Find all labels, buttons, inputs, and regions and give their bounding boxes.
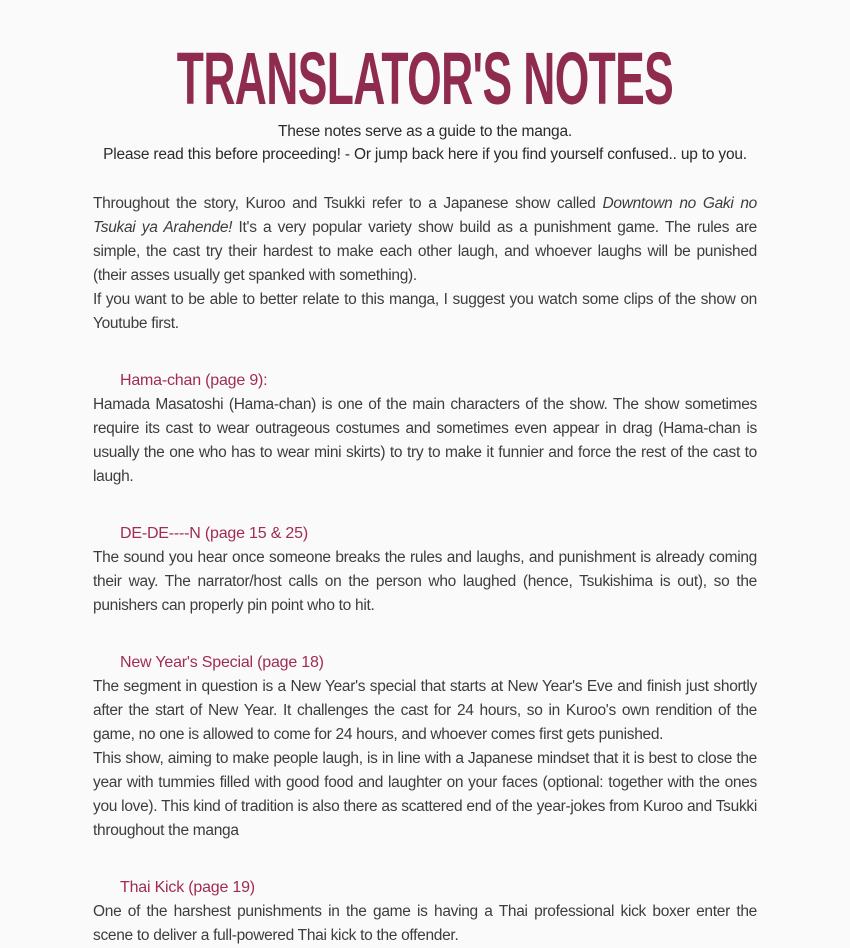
note-section-thai-kick — [93, 876, 757, 948]
show-title-italic: Downtown no Gaki no Tsukai ya Arahende! — [93, 195, 757, 236]
section-paragraph: The segment in question is a New Year's special that starts at New Year's Eve and finish just shortly after the start of New Year. It challenges the cast for 24 hours, so in Kuroo's own rendition of the game, no one is allowed to come for 24 hours, and whoever comes first gets punished. — [93, 678, 757, 743]
section-paragraph: This show, aiming to make people laugh, is in line with a Japanese mindset that it is best to close the year with tummies filled with good food and laughter on your faces (optional: together with the ones you love). This kind of tradition is also there as scattered end of the year-jokes from Kuroo and Tsukki throughout the manga — [93, 750, 757, 839]
section-heading: Thai Kick (page 19) — [120, 879, 255, 896]
intro-text-pre: Throughout the story, Kuroo and Tsukki refer to a Japanese show called — [93, 195, 603, 212]
intro-text-post: It's a very popular variety show build as a punishment game. The rules are simple, the cast try their hardest to make each other laugh, and whoever laughs will be punished (their asses usually get spanked with something). — [93, 219, 758, 284]
note-section-hama-chan — [93, 369, 757, 489]
page-header — [0, 37, 850, 166]
section-heading: New Year's Special (page 18) — [120, 654, 324, 671]
intro-paragraph-2: If you want to be able to better relate to this manga, I suggest you watch some clips of the show on Youtube first. — [93, 291, 757, 332]
section-paragraph: One of the harshest punishments in the game is having a Thai professional kick boxer enter the scene to deliver a full-powered Thai kick to the offender. — [93, 903, 757, 944]
notes-content — [93, 192, 757, 948]
intro-paragraph-1 — [93, 192, 757, 288]
note-section-de-de-n — [93, 522, 757, 618]
page-subtitle-line1: These notes serve as a guide to the manga. — [277, 123, 573, 140]
note-section-new-years-special — [93, 651, 757, 843]
section-paragraph: Hamada Masatoshi (Hama-chan) is one of the main characters of the show. The show sometimes require its cast to wear outrageous costumes and sometimes even appear in drag (Hama-chan is usually the one who has to wear mini skirts) to try to make it funnier and force the rest of the cast to laugh. — [93, 396, 757, 485]
page-subtitle-line2: Please read this before proceeding! - Or jump back here if you find yourself confused.. up to you. — [103, 146, 747, 163]
section-paragraph: The sound you hear once someone breaks the rules and laughs, and punishment is already coming their way. The narrator/host calls on the person who laughed (hence, Tsukishima is out), so the punishers can properly pin point who to hit. — [93, 549, 757, 614]
page-title: TRANSLATOR'S NOTES — [176, 37, 674, 120]
section-heading: DE-DE----N (page 15 & 25) — [120, 525, 308, 542]
section-heading: Hama-chan (page 9): — [120, 372, 268, 389]
